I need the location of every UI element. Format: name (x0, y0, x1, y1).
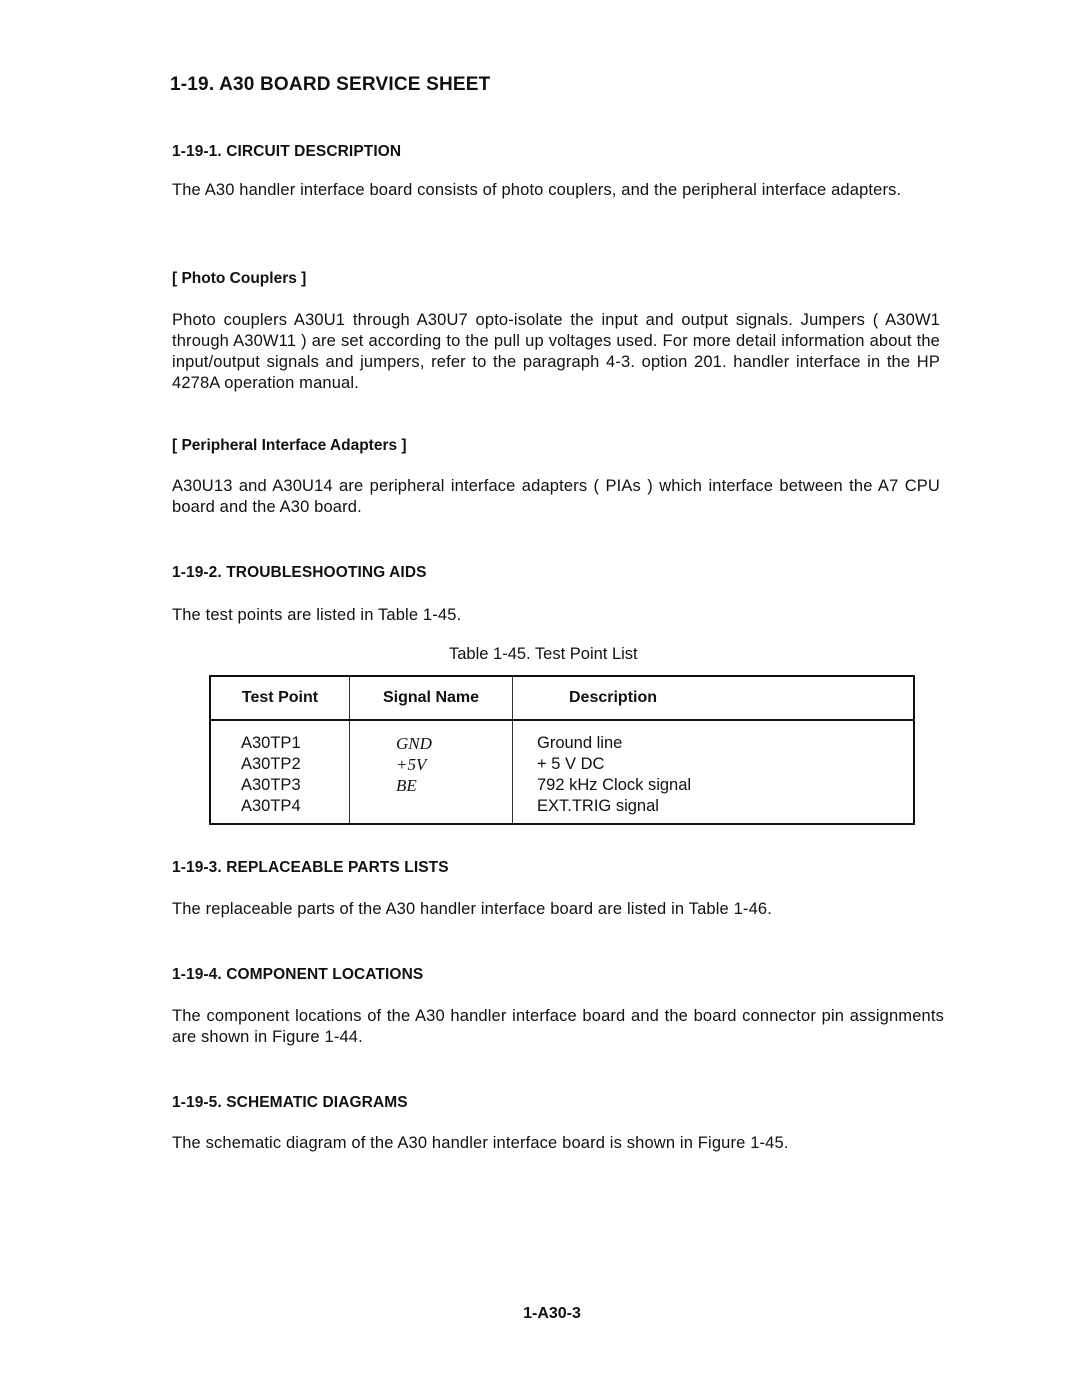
column-header-test-point: Test Point (210, 676, 350, 720)
description-column (513, 720, 915, 824)
test-point-column (210, 720, 350, 824)
test-point-cell: A30TP3 (241, 776, 301, 794)
photo-couplers-body: Photo couplers A30U1 through A30U7 opto-isolate the input and output signals. Jumpers ( A30W1 through A30W11 ) are set according to the pull up voltages used. For more detail information about the input/output signals and jumpers, refer to the paragraph 4-3. option 201. handler interface in the HP 4278A operation manual. (172, 311, 940, 392)
description-cell: 792 kHz Clock signal (537, 776, 692, 794)
description-cell: + 5 V DC (537, 755, 605, 773)
section-heading-circuit-description: 1-19-1. CIRCUIT DESCRIPTION (172, 143, 402, 160)
section-heading-schematic-diagrams: 1-19-5. SCHEMATIC DIAGRAMS (172, 1094, 408, 1111)
schematic-diagrams-body: The schematic diagram of the A30 handler interface board is shown in Figure 1-45. (172, 1134, 789, 1152)
test-point-cell: A30TP4 (241, 797, 301, 815)
section-heading-replaceable-parts: 1-19-3. REPLACEABLE PARTS LISTS (172, 859, 449, 876)
troubleshooting-body: The test points are listed in Table 1-45. (172, 606, 462, 624)
test-point-cell: A30TP2 (241, 755, 301, 773)
test-point-cell: A30TP1 (241, 734, 301, 752)
table-header-row (210, 676, 914, 720)
column-header-signal-name: Signal Name (350, 676, 513, 720)
section-heading-component-locations: 1-19-4. COMPONENT LOCATIONS (172, 966, 424, 983)
description-cell: EXT.TRIG signal (537, 797, 659, 815)
signal-name-cell: +5V (396, 755, 427, 774)
column-header-description: Description (513, 676, 915, 720)
signal-name-cell: GND (396, 734, 432, 753)
component-locations-body: The component locations of the A30 handler interface board and the board connector pin assignments are shown in Figure 1-44. (172, 1007, 944, 1046)
table-caption: Table 1-45. Test Point List (449, 645, 638, 663)
signal-name-cell (396, 796, 511, 817)
pia-body: A30U13 and A30U14 are peripheral interface adapters ( PIAs ) which interface between the A7 CPU board and the A30 board. (172, 477, 940, 516)
section-heading-troubleshooting-aids: 1-19-2. TROUBLESHOOTING AIDS (172, 564, 427, 581)
subheading-peripheral-interface-adapters: [ Peripheral Interface Adapters ] (172, 437, 407, 454)
signal-name-column (350, 720, 513, 824)
circuit-description-intro: The A30 handler interface board consists of photo couplers, and the peripheral interface adapters. (172, 181, 902, 199)
page-number: 1-A30-3 (523, 1305, 581, 1322)
test-point-table (209, 675, 915, 825)
signal-name-cell: BE (396, 776, 417, 795)
subheading-photo-couplers: [ Photo Couplers ] (172, 270, 307, 287)
replaceable-parts-body: The replaceable parts of the A30 handler interface board are listed in Table 1-46. (172, 900, 772, 918)
description-cell: Ground line (537, 734, 623, 752)
page-title: 1-19. A30 BOARD SERVICE SHEET (170, 74, 491, 95)
table-body-row (210, 720, 914, 824)
